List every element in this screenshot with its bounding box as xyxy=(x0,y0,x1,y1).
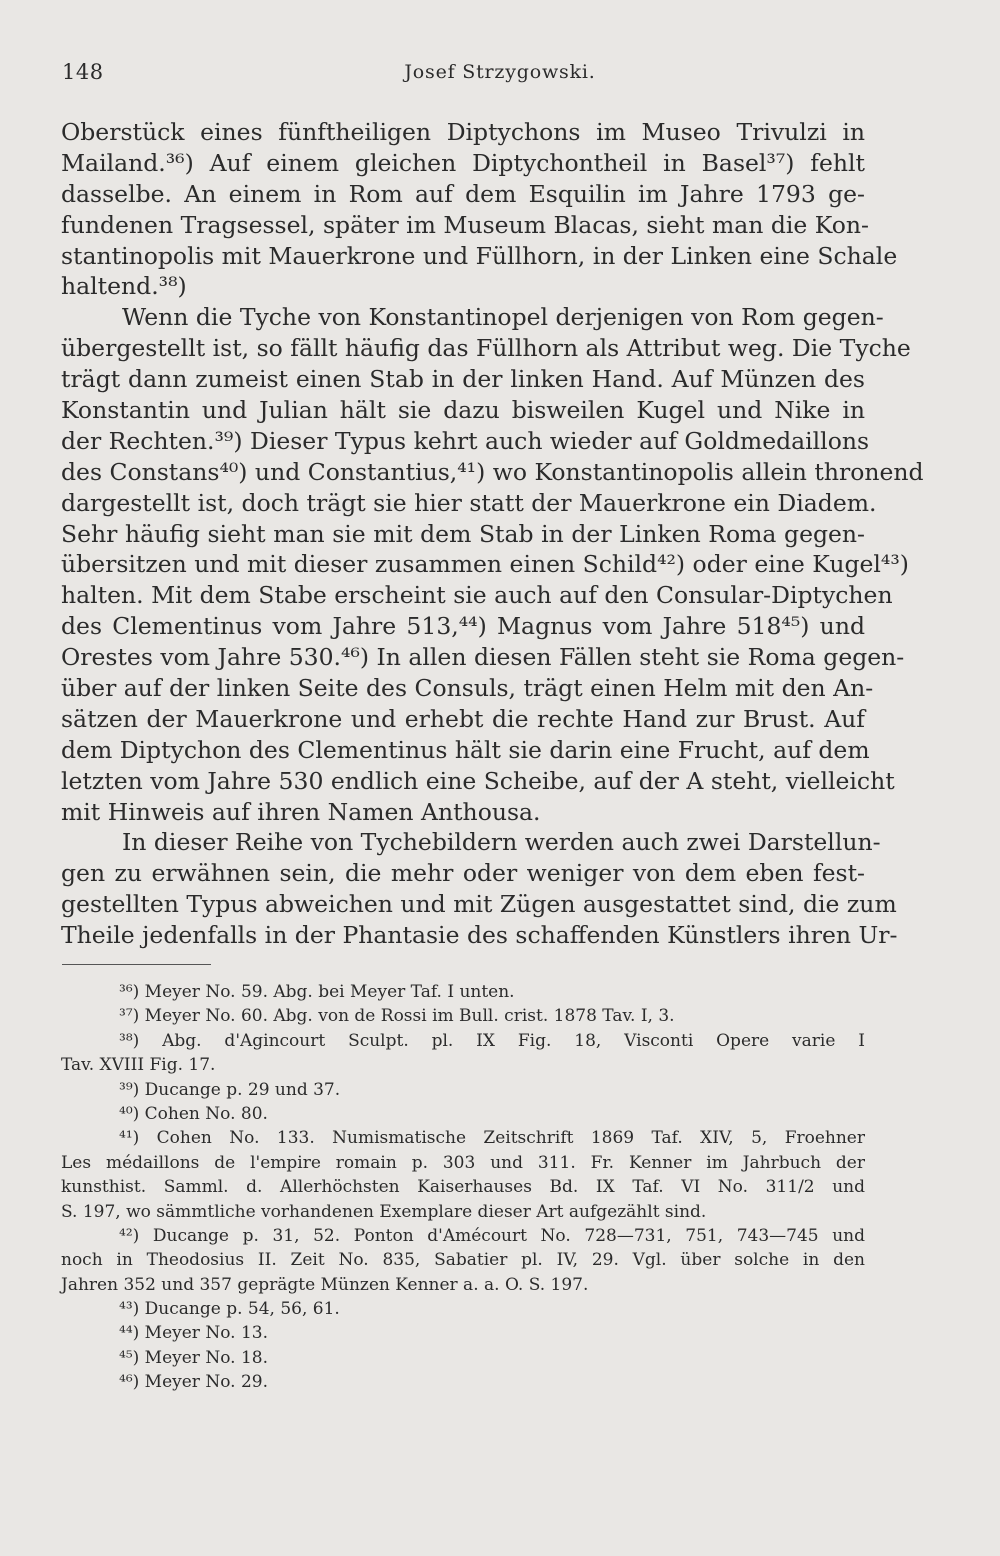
page-number: 148 xyxy=(62,60,104,84)
footnote-line: ⁴³) Ducange p. 54, 56, 61. xyxy=(119,1299,340,1320)
body-line: der Rechten.³⁹) Dieser Typus kehrt auch wieder auf Goldmedaillons xyxy=(61,426,870,455)
footnote-line: ³⁸) Abg. d'Agincourt Sculpt. pl. IX Fig. 18, Visconti Opere varie I xyxy=(119,1030,865,1051)
footnote-line: ⁴⁰) Cohen No. 80. xyxy=(119,1103,268,1124)
body-line: dasselbe. An einem in Rom auf dem Esquilin im Jahre 1793 ge- xyxy=(61,179,865,208)
body-line: über auf der linken Seite des Consuls, trägt einen Helm mit den An- xyxy=(61,674,874,703)
footnote-line: ⁴⁶) Meyer No. 29. xyxy=(119,1372,268,1393)
footnote-line: ³⁹) Ducange p. 29 und 37. xyxy=(119,1079,341,1100)
body-line: Konstantin und Julian hält sie dazu bisweilen Kugel und Nike in xyxy=(61,396,865,425)
footnote-line: ³⁶) Meyer No. 59. Abg. bei Meyer Taf. I unten. xyxy=(119,982,515,1002)
running-head: Josef Strzygowski. xyxy=(404,61,596,83)
body-line: des Constans⁴⁰) und Constantius,⁴¹) wo Konstantinopolis allein thronend xyxy=(61,457,924,486)
footnote-line: ³⁷) Meyer No. 60. Abg. von de Rossi im Bull. crist. 1878 Tav. I, 3. xyxy=(119,1006,675,1027)
body-line: Sehr häufig sieht man sie mit dem Stab in der Linken Roma gegen- xyxy=(61,519,865,548)
footnote-line: S. 197, wo sämmtliche vorhandenen Exemplare dieser Art aufgezählt sind. xyxy=(61,1201,707,1222)
body-line: trägt dann zumeist einen Stab in der linken Hand. Auf Münzen des xyxy=(61,365,865,394)
footnote-line: Les médaillons de l'empire romain p. 303 und 311. Fr. Kenner im Jahrbuch der xyxy=(61,1152,865,1173)
body-line: Wenn die Tyche von Konstantinopel derjenigen von Rom gegen- xyxy=(122,303,884,332)
footnote-line: Jahren 352 und 357 geprägte Münzen Kenner a. a. O. S. 197. xyxy=(61,1274,589,1295)
body-line: gestellten Typus abweichen und mit Zügen ausgestattet sind, die zum xyxy=(61,890,897,919)
body-line: letzten vom Jahre 530 endlich eine Scheibe, auf der A steht, vielleicht xyxy=(61,766,895,795)
body-line: stantinopolis mit Mauerkrone und Füllhorn, in der Linken eine Schale xyxy=(61,241,898,270)
body-text xyxy=(61,117,924,951)
body-line: sätzen der Mauerkrone und erhebt die rechte Hand zur Brust. Auf xyxy=(61,704,865,733)
body-line: gen zu erwähnen sein, die mehr oder weniger von dem eben fest- xyxy=(61,859,865,888)
body-line: halten. Mit dem Stabe erscheint sie auch auf den Consular-Diptychen xyxy=(61,581,893,610)
body-line: Mailand.³⁶) Auf einem gleichen Diptychontheil in Basel³⁷) fehlt xyxy=(61,148,865,177)
body-line: dargestellt ist, doch trägt sie hier statt der Mauerkrone ein Diadem. xyxy=(61,488,877,517)
body-line: Orestes vom Jahre 530.⁴⁶) In allen diesen Fällen steht sie Roma gegen- xyxy=(61,643,905,672)
footnotes xyxy=(61,980,865,1395)
body-line: übersitzen und mit dieser zusammen einen Schild⁴²) oder eine Kugel⁴³) xyxy=(61,550,909,579)
footnote-separator xyxy=(62,964,211,965)
footnote-line: ⁴⁴) Meyer No. 13. xyxy=(119,1323,268,1344)
body-line: mit Hinweis auf ihren Namen Anthousa. xyxy=(61,797,541,826)
body-line: des Clementinus vom Jahre 513,⁴⁴) Magnus vom Jahre 518⁴⁵) und xyxy=(61,612,865,641)
body-line: Oberstück eines fünftheiligen Diptychons im Museo Trivulzi in xyxy=(61,118,865,146)
body-line: dem Diptychon des Clementinus hält sie darin eine Frucht, auf dem xyxy=(61,735,870,764)
footnote-line: ⁴⁵) Meyer No. 18. xyxy=(119,1347,268,1368)
body-line: fundenen Tragsessel, später im Museum Blacas, sieht man die Kon- xyxy=(61,210,869,239)
footnote-line: ⁴²) Ducange p. 31, 52. Ponton d'Amécourt No. 728—731, 751, 743—745 und xyxy=(119,1225,865,1246)
body-line: Theile jedenfalls in der Phantasie des schaffenden Künstlers ihren Ur- xyxy=(61,921,898,950)
footnote-line: kunsthist. Samml. d. Allerhöchsten Kaiserhauses Bd. IX Taf. VI No. 311/2 und xyxy=(61,1177,865,1198)
body-line: haltend.³⁸) xyxy=(61,272,187,301)
body-line: In dieser Reihe von Tychebildern werden auch zwei Darstellun- xyxy=(122,828,881,857)
body-line: übergestellt ist, so fällt häufig das Füllhorn als Attribut weg. Die Tyche xyxy=(61,334,911,363)
footnote-line: Tav. XVIII Fig. 17. xyxy=(61,1055,216,1076)
footnote-line: noch in Theodosius II. Zeit No. 835, Sabatier pl. IV, 29. Vgl. über solche in den xyxy=(61,1250,865,1271)
footnote-line: ⁴¹) Cohen No. 133. Numismatische Zeitschrift 1869 Taf. XIV, 5, Froehner xyxy=(119,1128,865,1149)
